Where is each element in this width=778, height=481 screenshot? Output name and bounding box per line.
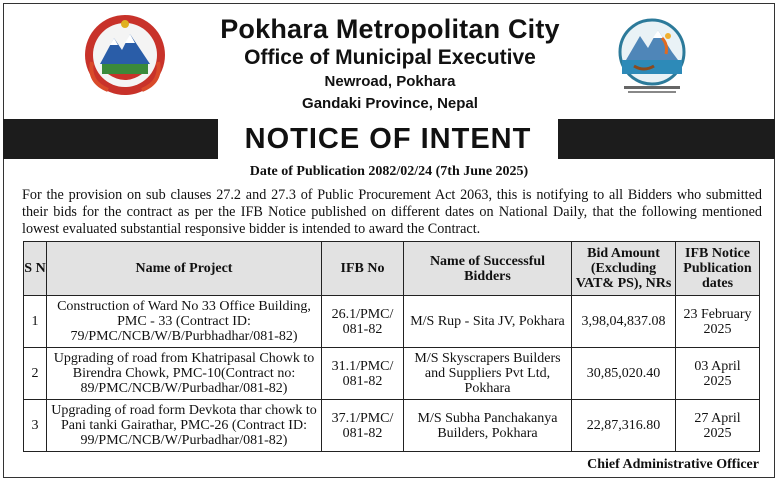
header-sn: S N [24, 242, 47, 296]
publication-date: Date of Publication 2082/02/24 (7th June 2025) [249, 164, 529, 179]
address-line-2: Gandaki Province, Nepal [302, 95, 478, 112]
nepal-emblem-icon [80, 12, 170, 98]
header-bidder: Name of Successful Bidders [404, 242, 572, 296]
cell-project: Upgrading of road from Khatripasal Chowk to Birendra Chowk, PMC-10(Contract no: 89/PMC/NCB/W/Purbadhar/081-82) [47, 348, 322, 400]
cell-bidder: M/S Subha Panchakanya Builders, Pokhara [404, 400, 572, 452]
cell-date: 27 April 2025 [676, 400, 760, 452]
cell-ifb: 31.1/PMC/ 081-82 [322, 348, 404, 400]
pokhara-city-logo-icon [610, 14, 694, 98]
office-name: Office of Municipal Executive [244, 46, 536, 69]
header-amount: Bid Amount (Excluding VAT& PS), NRs [572, 242, 676, 296]
cell-ifb: 26.1/PMC/ 081-82 [322, 296, 404, 348]
header-project: Name of Project [47, 242, 322, 296]
table-row [24, 348, 760, 400]
cell-amount: 30,85,020.40 [572, 348, 676, 400]
cell-date: 03 April 2025 [676, 348, 760, 400]
cell-amount: 3,98,04,837.08 [572, 296, 676, 348]
signatory: Chief Administrative Officer [587, 457, 759, 472]
table-header-row [24, 242, 760, 296]
cell-ifb: 37.1/PMC/ 081-82 [322, 400, 404, 452]
address-line-1: Newroad, Pokhara [324, 73, 456, 90]
table-row [24, 400, 760, 452]
header-text [180, 14, 600, 115]
header [0, 0, 778, 118]
cell-amount: 22,87,316.80 [572, 400, 676, 452]
header-date: IFB Notice Publication dates [676, 242, 760, 296]
cell-sn: 3 [24, 400, 47, 452]
notice-heading: NOTICE OF INTENT [218, 119, 558, 159]
header-ifb: IFB No [322, 242, 404, 296]
cell-project: Upgrading of road form Devkota thar chowk to Pani tanki Gairathar, PMC-26 (Contract ID: 99/PMC/NCB/W/Purbadhar/081-82) [47, 400, 322, 452]
notice-banner [3, 119, 775, 159]
cell-bidder: M/S Skyscrapers Builders and Suppliers Pvt Ltd, Pokhara [404, 348, 572, 400]
table-row [24, 296, 760, 348]
award-table [23, 241, 760, 452]
cell-sn: 1 [24, 296, 47, 348]
cell-sn: 2 [24, 348, 47, 400]
cell-bidder: M/S Rup - Sita JV, Pokhara [404, 296, 572, 348]
city-title: Pokhara Metropolitan City [220, 14, 560, 44]
intro-paragraph: For the provision on sub clauses 27.2 and 27.3 of Public Procurement Act 2063, this is notifying to all Bidders who submitted their bids for the contract as per the IFB Notice published on different dates on National Daily, that the following mentioned lowest evaluated substantial responsive bidder is intended to award the Contract. [22, 187, 762, 237]
cell-project: Construction of Ward No 33 Office Building, PMC - 33 (Contract ID: 79/PMC/NCB/W/B/Purbhadhar/081-82) [47, 296, 322, 348]
cell-date: 23 February 2025 [676, 296, 760, 348]
